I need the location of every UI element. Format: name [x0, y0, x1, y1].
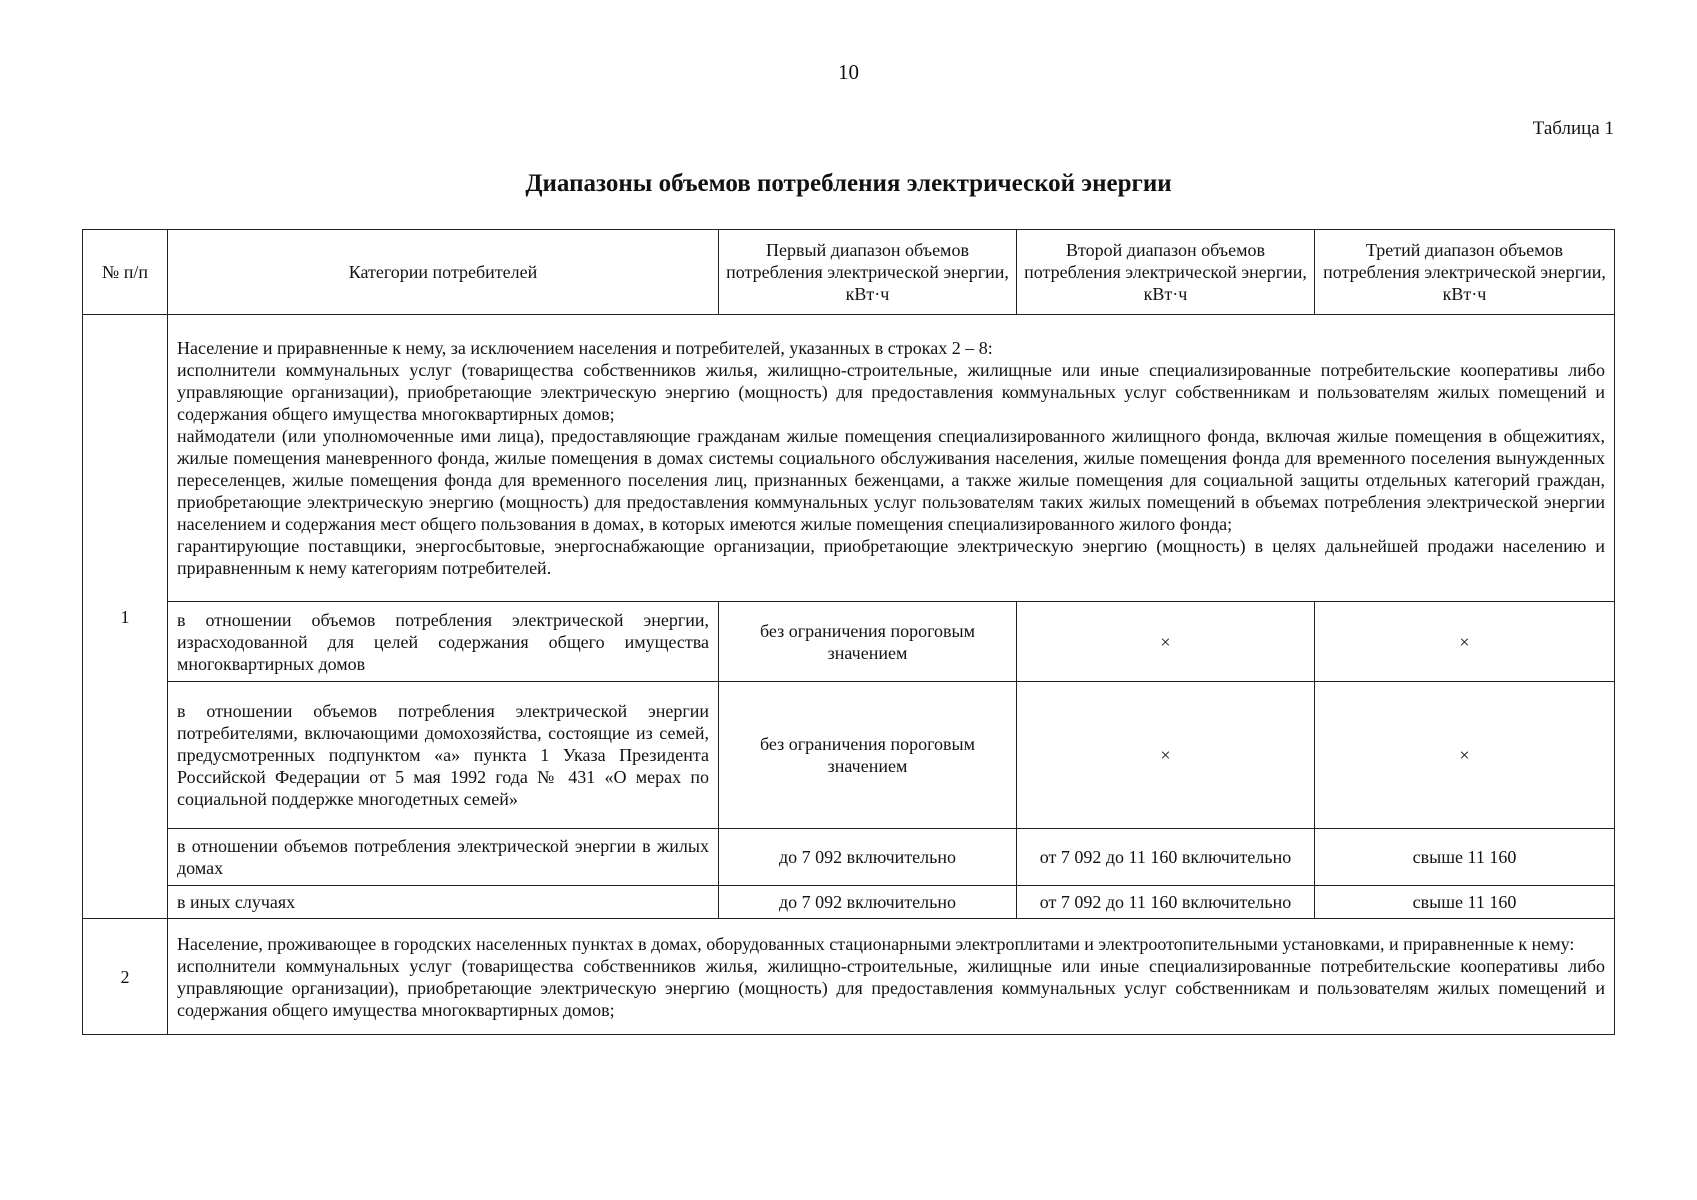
description-paragraph: исполнители коммунальных услуг (товарищества собственников жилья, жилищно-строительные, жилищные или иные специализированные потребительские кооперативы либо управляющие организации), приобретающие электрическую энергию (мощность) для предоставления коммунальных услуг собственникам и пользователям жилых помещений и содержания общего имущества многоквартирных домов; [177, 955, 1605, 1020]
range-3-cell: свыше 11 160 [1315, 829, 1615, 886]
table-row [83, 682, 1615, 829]
description-paragraph: Население и приравненные к нему, за исключением населения и потребителей, указанных в строках 2 – 8: [177, 338, 993, 358]
category-description [168, 919, 1615, 1035]
range-3-cell: × [1315, 682, 1615, 829]
header-range-2: Второй диапазон объемов потребления электрической энергии, кВт·ч [1017, 230, 1315, 315]
range-1-cell: без ограничения пороговым значением [719, 602, 1017, 682]
subcategory-cell: в иных случаях [168, 886, 719, 919]
table-row [83, 919, 1615, 1035]
subcategory-cell: в отношении объемов потребления электрической энергии в жилых домах [168, 829, 719, 886]
header-range-3: Третий диапазон объемов потребления электрической энергии, кВт·ч [1315, 230, 1615, 315]
range-2-cell: × [1017, 682, 1315, 829]
header-number: № п/п [83, 230, 168, 315]
description-paragraph: гарантирующие поставщики, энергосбытовые, энергоснабжающие организации, приобретающие электрическую энергию (мощность) в целях дальнейшей продажи населению и приравненным к нему категориям потребителей. [177, 536, 1605, 578]
range-1-cell: до 7 092 включительно [719, 829, 1017, 886]
range-2-cell: от 7 092 до 11 160 включительно [1017, 829, 1315, 886]
range-2-cell: × [1017, 602, 1315, 682]
range-3-cell: свыше 11 160 [1315, 886, 1615, 919]
page-number: 10 [838, 60, 859, 84]
table-row [83, 602, 1615, 682]
description-paragraph: исполнители коммунальных услуг (товарищества собственников жилья, жилищно-строительные, жилищные или иные специализированные потребительские кооперативы либо управляющие организации), приобретающие электрическую энергию (мощность) для предоставления коммунальных услуг собственникам и пользователям жилых помещений и содержания общего имущества многоквартирных домов; [177, 360, 1605, 424]
range-1-cell: без ограничения пороговым значением [719, 682, 1017, 829]
description-paragraph: Население, проживающее в городских населенных пунктах в домах, оборудованных стационарными электроплитами и электроотопительными установками, и приравненные к нему: [177, 933, 1575, 954]
header-category: Категории потребителей [168, 230, 719, 315]
table-header-row [83, 230, 1615, 315]
category-description [168, 315, 1615, 602]
range-1-cell: до 7 092 включительно [719, 886, 1017, 919]
header-range-1: Первый диапазон объемов потребления электрической энергии, кВт·ч [719, 230, 1017, 315]
table-row [83, 886, 1615, 919]
range-2-cell: от 7 092 до 11 160 включительно [1017, 886, 1315, 919]
description-paragraph: наймодатели (или уполномоченные ими лица), предоставляющие гражданам жилые помещения специализированного жилищного фонда, включая жилые помещения в общежитиях, жилые помещения маневренного фонда, жилые помещения в домах системы социального обслуживания населения, жилые помещения фонда для временного поселения вынужденных переселенцев, жилые помещения фонда для временного поселения лиц, признанных беженцами, а также жилые помещения для социальной защиты отдельных категорий граждан, приобретающие электрическую энергию (мощность) для предоставления коммунальных услуг пользователям таких жилых помещений в объемах потребления электрической энергии населением и содержания мест общего пользования в домах, в которых имеются жилые помещения специализированного жилого фонда; [177, 426, 1605, 534]
subcategory-cell: в отношении объемов потребления электрической энергии потребителями, включающими домохозяйства, состоящие из семей, предусмотренных подпунктом «а» пункта 1 Указа Президента Российской Федерации от 5 мая 1992 года № 431 «О мерах по социальной поддержке многодетных семей» [168, 682, 719, 829]
document-title: Диапазоны объемов потребления электрической энергии [525, 170, 1172, 197]
range-3-cell: × [1315, 602, 1615, 682]
row-number: 1 [83, 315, 168, 919]
table-label: Таблица 1 [1532, 118, 1614, 139]
row-number: 2 [83, 919, 168, 1035]
table-row [83, 315, 1615, 602]
subcategory-cell: в отношении объемов потребления электрической энергии, израсходованной для целей содержания общего имущества многоквартирных домов [168, 602, 719, 682]
table-row [83, 829, 1615, 886]
consumption-ranges-table [82, 229, 1615, 1035]
